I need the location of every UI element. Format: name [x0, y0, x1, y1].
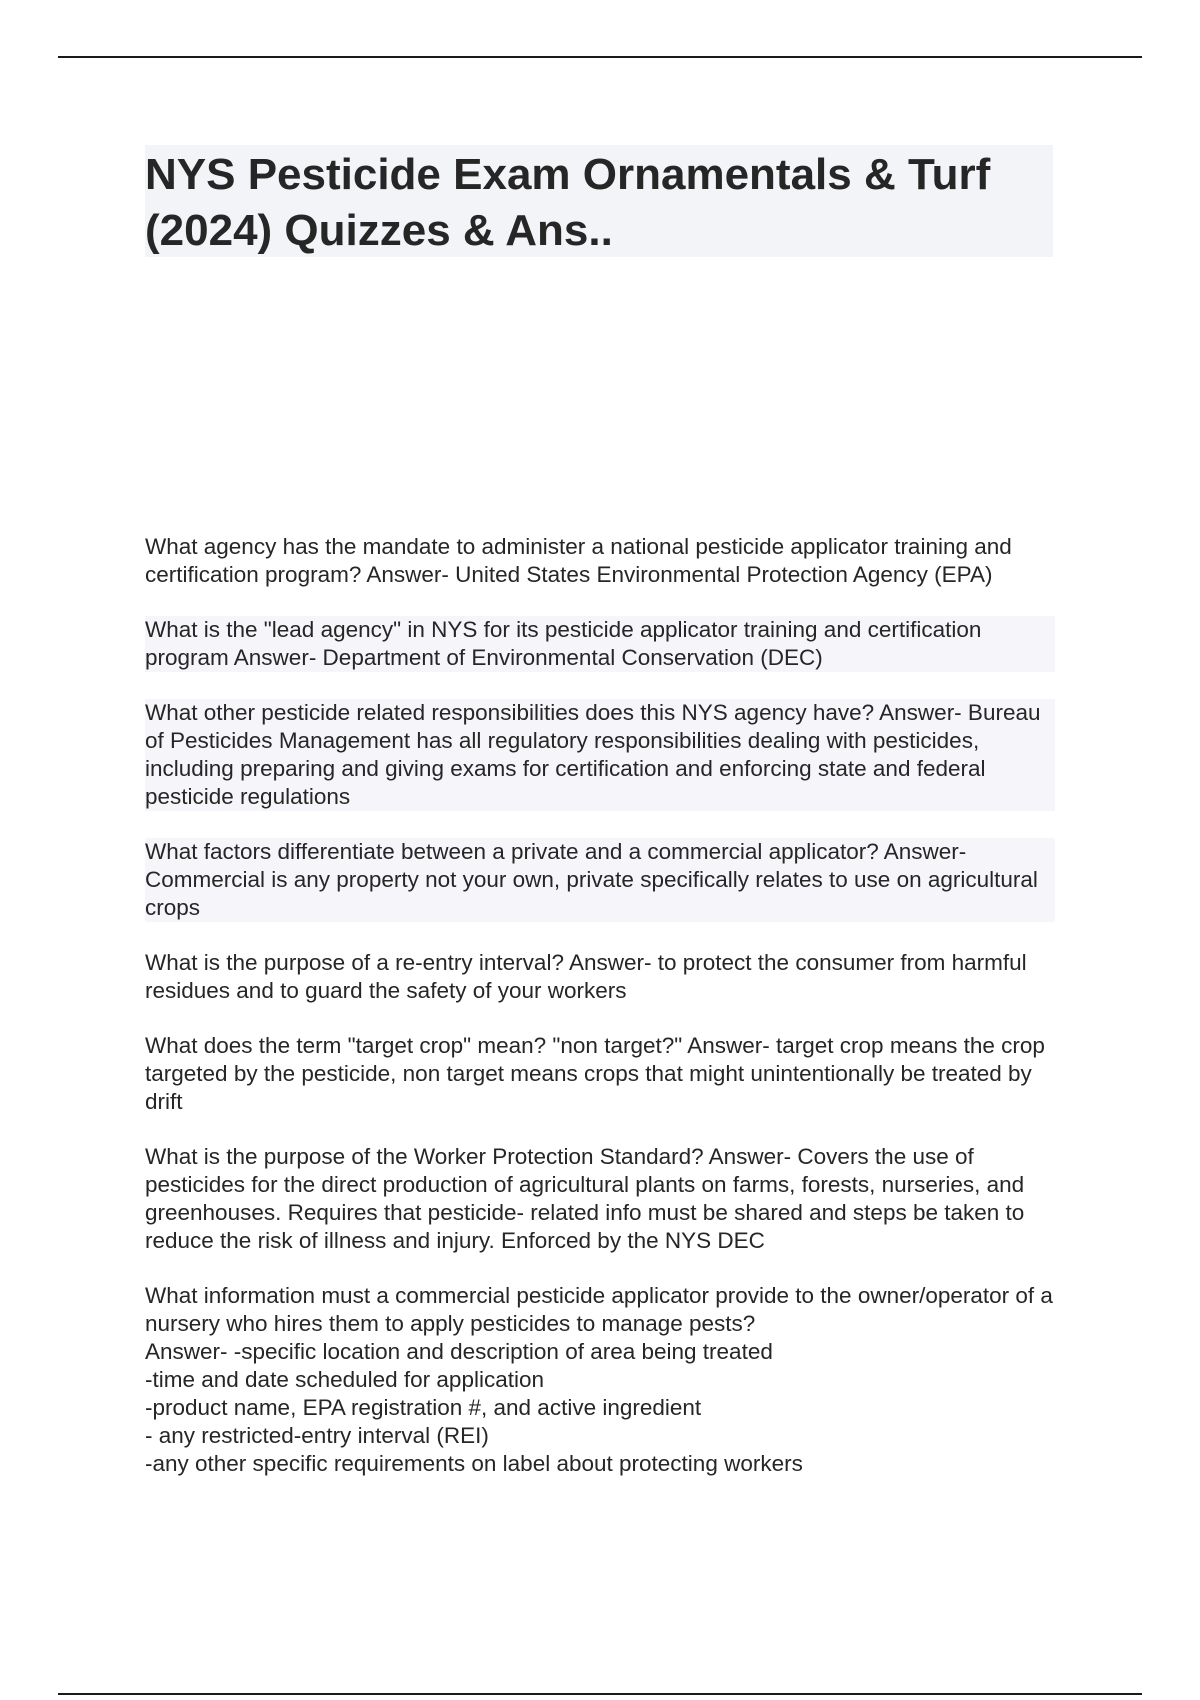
- qa-text: What is the "lead agency" in NYS for its pesticide applicator training and certification program Answer- Department of Environmental Conservation (DEC): [145, 617, 982, 670]
- qa-text: What is the purpose of a re-entry interval? Answer- to protect the consumer from harmful residues and to guard the safety of your workers: [145, 950, 1027, 1003]
- qa-answer-line-2: -time and date scheduled for application: [145, 1367, 545, 1392]
- qa-text: What does the term "target crop" mean? "non target?" Answer- target crop means the crop targeted by the pesticide, non target means crops that might unintentionally be treated by drift: [145, 1033, 1045, 1114]
- qa-item-8: [145, 1282, 1060, 1478]
- qa-item-6: [145, 1032, 1055, 1116]
- qa-text: What other pesticide related responsibilities does this NYS agency have? Answer- Bureau of Pesticides Management has all regulatory responsibilities dealing with pesticides, including preparing and giving exams for certification and enforcing state and federal pesticide regulations: [145, 700, 1041, 809]
- qa-answer-line-4: - any restricted-entry interval (REI): [145, 1423, 489, 1448]
- qa-list: [145, 533, 1060, 1505]
- qa-item-1: [145, 533, 1055, 589]
- qa-text: What factors differentiate between a private and a commercial applicator? Answer- Commercial is any property not your own, private specifically relates to use on agricultural crops: [145, 839, 1038, 920]
- qa-item-3: [145, 699, 1055, 811]
- qa-item-5: [145, 949, 1055, 1005]
- qa-text: What agency has the mandate to administer a national pesticide applicator training and certification program? Answer- United States Environmental Protection Agency (EPA): [145, 534, 1012, 587]
- top-rule: [58, 56, 1142, 58]
- qa-answer-line-3: -product name, EPA registration #, and active ingredient: [145, 1395, 702, 1420]
- qa-text: What is the purpose of the Worker Protection Standard? Answer- Covers the use of pesticides for the direct production of agricultural plants on farms, forests, nurseries, and greenhouses. Requires that pesticide- related info must be shared and steps be taken to reduce the risk of illness and injury. Enforced by the NYS DEC: [145, 1144, 1025, 1253]
- qa-question: What information must a commercial pesticide applicator provide to the owner/operator of a nursery who hires them to apply pesticides to manage pests?: [145, 1283, 1060, 1336]
- qa-answer-line-5: -any other specific requirements on label about protecting workers: [145, 1451, 803, 1476]
- qa-item-4: [145, 838, 1055, 922]
- document-title: NYS Pesticide Exam Ornamentals & Turf (2024) Quizzes & Ans..: [145, 150, 991, 255]
- bottom-rule: [58, 1693, 1142, 1695]
- qa-item-2: [145, 616, 1055, 672]
- qa-answer-line-1: Answer- -specific location and description of area being treated: [145, 1339, 773, 1364]
- title-block: [145, 145, 1053, 257]
- qa-item-7: [145, 1143, 1055, 1255]
